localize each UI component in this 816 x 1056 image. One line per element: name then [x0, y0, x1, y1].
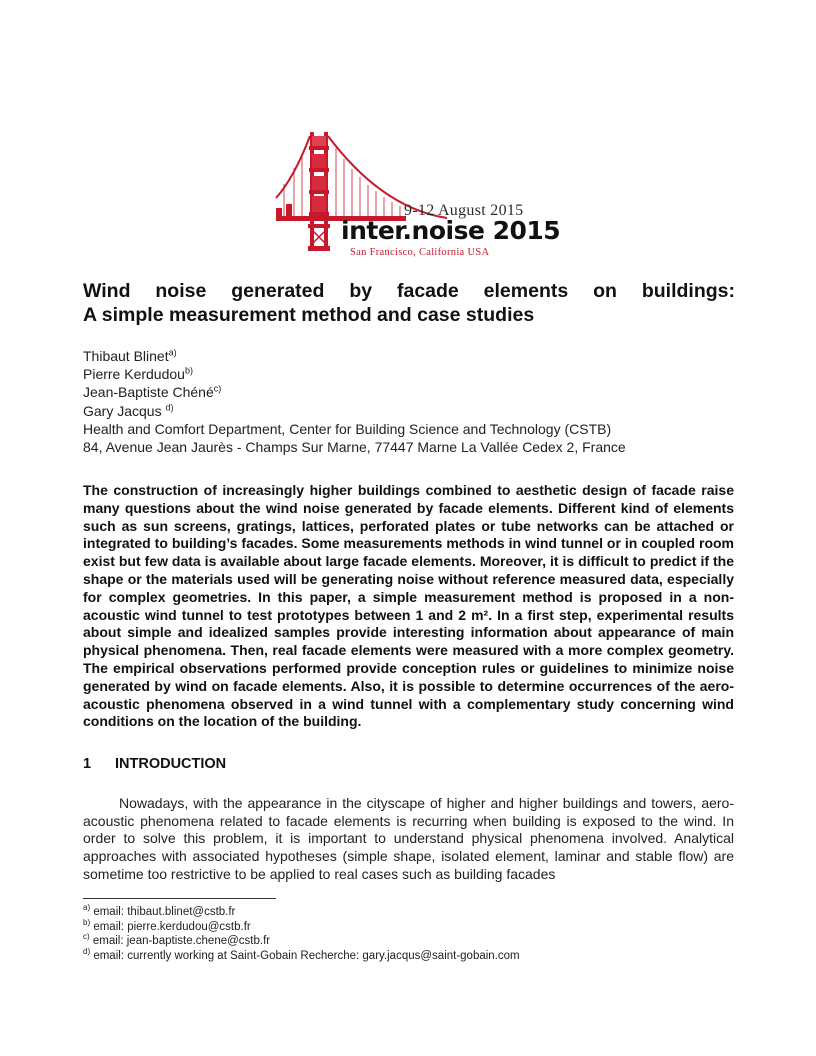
author-block	[83, 347, 626, 456]
paper-title	[83, 279, 735, 327]
author: Thibaut Blinet$^{a)}$	[83, 347, 177, 364]
footnote: $^{b)}$ email: pierre.kerdudou@cstb.fr	[83, 917, 251, 933]
author: Pierre Kerdudou$^{b)}$	[83, 365, 193, 383]
affiliation: Health and Comfort Department, Center for Building Science and Technology (CSTB)	[83, 420, 612, 437]
conference-date: 9-12 August 2015	[404, 202, 524, 219]
conference-location: San Francisco, California USA	[350, 247, 490, 258]
footnote: $^{d)}$ email: currently working at Saint-Gobain Recherche: gary.jacqus@saint-gobain.com	[83, 946, 520, 962]
footnote: $^{a)}$ email: thibaut.blinet@cstb.fr	[83, 903, 236, 918]
conference-logo	[272, 128, 561, 268]
section-number: 1	[83, 756, 92, 772]
section-title: INTRODUCTION	[115, 756, 227, 772]
footnote: $^{c)}$ email: jean-baptiste.chene@cstb.fr	[83, 932, 271, 947]
footnotes	[83, 905, 520, 963]
author: Gary Jacqus $^{d)}$	[83, 401, 174, 419]
title-line-1: Wind noise generated by facade elements on buildings:	[83, 280, 735, 302]
address: 84, Avenue Jean Jaurès - Champs Sur Marne, 77447 Marne La Vallée Cedex 2, France	[83, 439, 626, 456]
section-heading	[83, 756, 226, 772]
title-line-2: A simple measurement method and case studies	[83, 304, 535, 326]
author: Jean-Baptiste Chéné$^{c)}$	[83, 383, 222, 401]
footnote-divider	[83, 898, 276, 899]
intro-paragraph: Nowadays, with the appearance in the cityscape of higher and higher buildings and towers, aero-acoustic phenomena related to facade elements is recurring when building is exposed to the wind. In order to solve this problem, it is important to understand physical phenomena involved. Analytical approaches with associated hypotheses (simple shape, isolated element, laminar and stable flow) are sometime too restrictive to be applied to real cases such as building facades	[83, 795, 734, 882]
conference-name: inter.noise 2015	[341, 216, 561, 245]
abstract: The construction of increasingly higher buildings combined to aesthetic design of facade raise many questions about the wind noise generated by facade elements. Different kind of elements such as sun screens, gratings, lattices, perforated plates or tube networks can be attached or integrated to building’s facades. Some measurements methods in wind tunnel or in coupled room exist but few data is available about large facade elements. Moreover, it is difficult to predict if the shape or the materials used will be generating noise without reference measured data, especially for complex geometries. In this paper, a simple measurement method is proposed in a non-acoustic wind tunnel to test prototypes between 1 and 2 m². In a first step, experimental results about simple and idealized samples provide interesting information about appearance of main physical phenomena. Then, real facade elements were measured with a more complex geometry. The empirical observations performed provide conception rules or guidelines to minimize noise generated by wind on facade elements. Also, it is possible to determine occurrences of the aero-acoustic phenomena observed in a wind tunnel with a complementary study concerning wind conditions on the location of the building.	[83, 482, 734, 730]
